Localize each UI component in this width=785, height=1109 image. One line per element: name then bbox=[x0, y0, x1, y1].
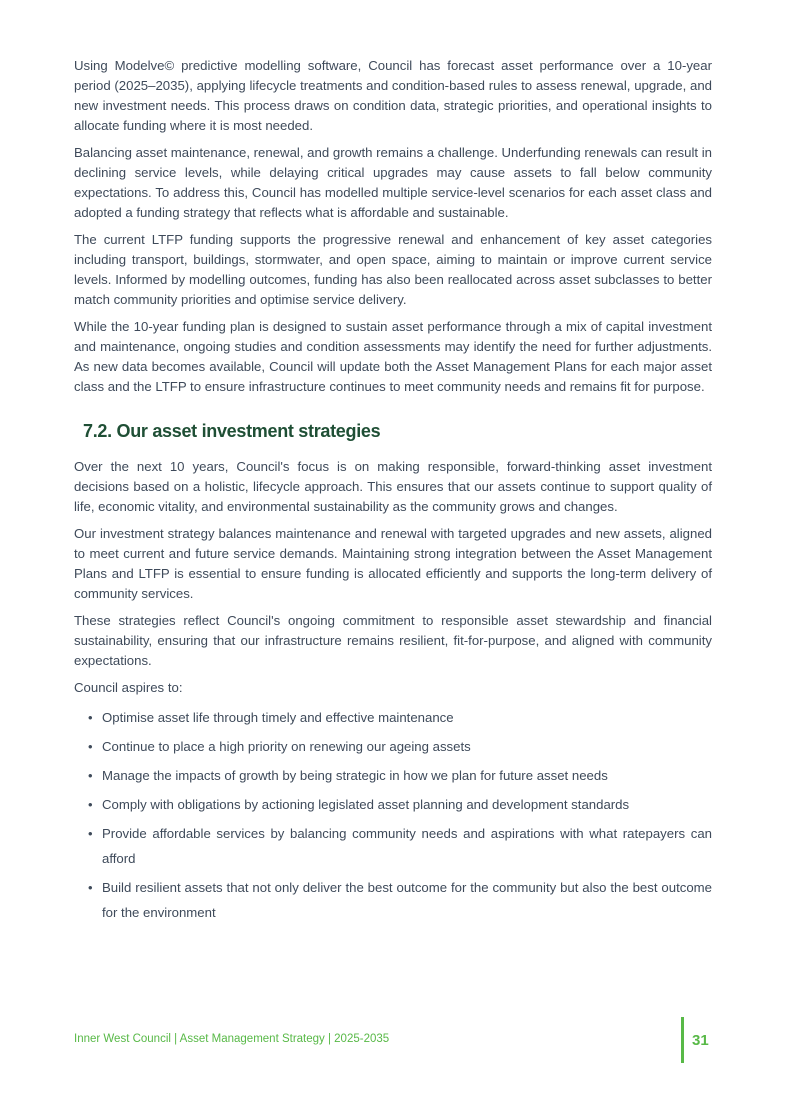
list-item-text: Provide affordable services by balancing community needs and aspirations with what ratepayers can afford bbox=[102, 826, 712, 866]
list-item-text: Continue to place a high priority on renewing our ageing assets bbox=[102, 739, 471, 754]
bullet-icon: • bbox=[88, 826, 93, 841]
intro-paragraph-2: Balancing asset maintenance, renewal, and growth remains a challenge. Underfunding renewals can result in declining service levels, while delaying critical upgrades may cause assets to fall below community expectations. To address this, Council has modelled multiple service-level scenarios for each asset class and adopted a funding strategy that reflects what is affordable and sustainable. bbox=[74, 145, 712, 220]
bullet-icon: • bbox=[88, 710, 93, 725]
intro-paragraph-1: Using Modelve© predictive modelling software, Council has forecast asset performance over a 10-year period (2025–2035), applying lifecycle treatments and condition-based rules to assess renewal, upgrade, and new investment needs. This process draws on condition data, strategic priorities, and operational insights to allocate funding where it is most needed. bbox=[74, 58, 712, 133]
aspires-lead-in: Council aspires to: bbox=[74, 680, 183, 695]
footer-divider bbox=[681, 1017, 684, 1063]
intro-paragraph-4: While the 10-year funding plan is designed to sustain asset performance through a mix of capital investment and maintenance, ongoing studies and condition assessments may identify the need for further adjustments. As new data becomes available, Council will update both the Asset Management Plans for each major asset class and the LTFP to ensure infrastructure continues to meet community needs and remains fit for purpose. bbox=[74, 319, 712, 394]
section-paragraph-3: These strategies reflect Council's ongoing commitment to responsible asset stewardship and financial sustainability, ensuring that our infrastructure remains resilient, fit-for-purpose, and aligned with community expectations. bbox=[74, 613, 712, 668]
list-item-text: Manage the impacts of growth by being strategic in how we plan for future asset needs bbox=[102, 768, 608, 783]
section-heading: 7.2. Our asset investment strategies bbox=[83, 421, 381, 441]
list-item bbox=[74, 763, 712, 788]
page-content bbox=[74, 56, 712, 929]
bullet-icon: • bbox=[88, 739, 93, 754]
list-item bbox=[74, 734, 712, 759]
list-item-text: Optimise asset life through timely and effective maintenance bbox=[102, 710, 454, 725]
list-item bbox=[74, 792, 712, 817]
list-item-text: Comply with obligations by actioning legislated asset planning and development standards bbox=[102, 797, 630, 812]
list-item bbox=[74, 705, 712, 730]
list-item-text: Build resilient assets that not only deliver the best outcome for the community but also the best outcome for the environment bbox=[102, 880, 712, 920]
bullet-icon: • bbox=[88, 880, 93, 895]
aspirations-list bbox=[74, 705, 712, 925]
page-number: 31 bbox=[692, 1032, 709, 1049]
bullet-icon: • bbox=[88, 797, 93, 812]
section-paragraph-2: Our investment strategy balances maintenance and renewal with targeted upgrades and new assets, aligned to meet current and future service demands. Maintaining strong integration between the Asset Management Plans and LTFP is essential to ensure funding is allocated efficiently and supports the long-term delivery of community services. bbox=[74, 526, 712, 601]
list-item bbox=[74, 821, 712, 871]
footer-document-title: Inner West Council | Asset Management Strategy | 2025-2035 bbox=[74, 1033, 390, 1045]
section-paragraph-1: Over the next 10 years, Council's focus is on making responsible, forward-thinking asset investment decisions based on a holistic, lifecycle approach. This ensures that our assets continue to support quality of life, economic vitality, and environmental sustainability as the community grows and changes. bbox=[74, 459, 712, 514]
bullet-icon: • bbox=[88, 768, 93, 783]
intro-paragraph-3: The current LTFP funding supports the progressive renewal and enhancement of key asset categories including transport, buildings, stormwater, and open space, aiming to maintain or improve current service levels. Informed by modelling outcomes, funding has also been reallocated across asset subclasses to better match community priorities and optimise service delivery. bbox=[74, 232, 712, 307]
list-item bbox=[74, 875, 712, 925]
